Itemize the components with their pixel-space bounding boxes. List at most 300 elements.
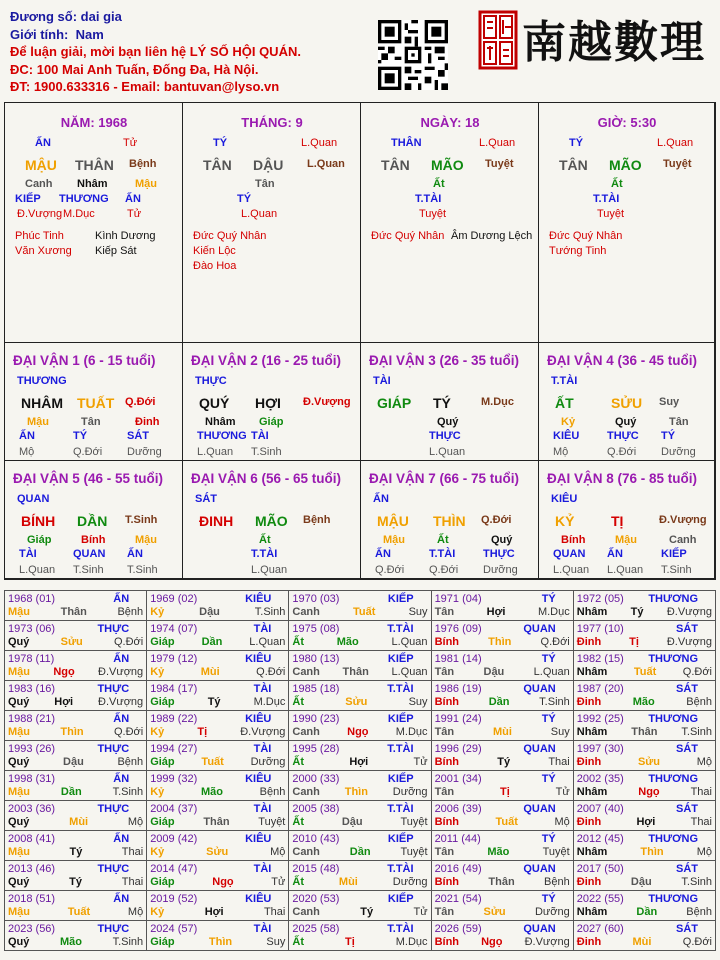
- year-stem: Tân: [434, 846, 455, 858]
- dai-van-hidden-phase: Mộ: [19, 446, 35, 458]
- phone-email-line: ĐT: 1900.633316 - Email: bantuvan@lyso.vn: [10, 79, 280, 94]
- hidden-god: T.TÀI: [415, 193, 442, 205]
- dai-van-hidden-god: ẤN: [127, 548, 143, 560]
- year-phase: Dưỡng: [392, 876, 428, 888]
- dai-van-cell: [183, 343, 361, 461]
- annual-cell: [289, 831, 431, 861]
- year-phase: Bệnh: [259, 786, 286, 798]
- dai-van-cell: [5, 343, 183, 461]
- year-label: 1970 (03): [292, 593, 340, 605]
- year-phase: Thai: [121, 876, 144, 888]
- year-branch: Dậu: [341, 816, 363, 828]
- pillar-phase: L.Quan: [307, 158, 345, 170]
- hidden-phase: Tử: [127, 208, 142, 220]
- annual-cell: [289, 771, 431, 801]
- annual-cell: [431, 861, 573, 891]
- dai-van-god: KIÊU: [551, 493, 578, 505]
- annual-cell: [289, 681, 431, 711]
- pillar-cell: [539, 103, 715, 343]
- year-label: 1992 (25): [576, 713, 624, 725]
- year-label: 1987 (20): [576, 683, 624, 695]
- annual-cell: [431, 771, 573, 801]
- annual-cell: [573, 771, 715, 801]
- dai-van-hidden-god: ẤN: [607, 548, 623, 560]
- year-phase: Q.Đới: [256, 666, 286, 678]
- dai-van-branch: SỬU: [611, 395, 643, 411]
- pillar-title: NGÀY: 18: [420, 115, 480, 130]
- year-label: 2018 (51): [8, 893, 56, 905]
- star-good: Tướng Tinh: [549, 245, 607, 257]
- year-branch: Thân: [488, 876, 515, 888]
- annual-cell: [431, 681, 573, 711]
- dai-van-hidden-god: TÝ: [73, 430, 88, 442]
- year-god: SÁT: [676, 803, 698, 815]
- year-label: 2023 (56): [8, 923, 56, 935]
- annual-cell: [431, 621, 573, 651]
- year-phase: Mộ: [696, 846, 712, 858]
- dai-van-god: SÁT: [195, 493, 217, 505]
- year-branch: Dần: [201, 636, 223, 648]
- dai-van-hidden-stem: Bính: [81, 534, 106, 546]
- year-god: THƯƠNG: [648, 833, 698, 845]
- year-label: 2013 (46): [8, 863, 56, 875]
- annual-cell: [289, 801, 431, 831]
- year-label: 1983 (16): [8, 683, 56, 695]
- year-stem: Nhâm: [576, 606, 608, 618]
- annual-row: [5, 921, 716, 951]
- pillar-phase: Tuyệt: [485, 158, 514, 170]
- annual-cell: [431, 921, 573, 951]
- year-branch: Thìn: [60, 726, 84, 738]
- pillar-stem: MẬU: [25, 157, 57, 173]
- year-branch: Dậu: [63, 756, 84, 768]
- year-god: TÝ: [541, 773, 556, 785]
- year-stem: Ất: [292, 636, 304, 648]
- annual-cell: [5, 921, 147, 951]
- year-god: QUAN: [523, 743, 556, 755]
- year-god: THƯƠNG: [648, 713, 698, 725]
- pillar-phase: Tuyệt: [663, 158, 692, 170]
- year-stem: Kỷ: [150, 726, 165, 738]
- year-phase: M.Dục: [253, 696, 286, 708]
- dai-van-hidden-god: TÀI: [251, 430, 269, 442]
- year-branch: Sửu: [483, 906, 506, 918]
- year-phase: T.Sinh: [681, 876, 712, 888]
- year-stem: Giáp: [150, 816, 175, 828]
- year-phase: T.Sinh: [681, 726, 712, 738]
- address-line: ĐC: 100 Mai Anh Tuấn, Đống Đa, Hà Nội.: [10, 61, 259, 77]
- year-god: TÀI: [253, 923, 272, 935]
- dai-van-branch: HỢI: [255, 395, 281, 411]
- qr-code-icon[interactable]: [378, 20, 448, 90]
- year-branch: Ngọ: [638, 786, 660, 798]
- dai-van-phase: Q.Đới: [481, 514, 512, 526]
- year-branch: Thìn: [344, 786, 368, 798]
- year-stem: Quý: [8, 876, 30, 888]
- red-seal-icon: [478, 10, 518, 70]
- year-god: ẤN: [113, 893, 130, 905]
- pillar-branch: DẬU: [253, 157, 284, 173]
- dai-van-hidden-phase: Q.Đới: [607, 446, 637, 458]
- year-god: SÁT: [676, 923, 698, 935]
- year-phase: Suy: [266, 936, 286, 948]
- hidden-phase: L.Quan: [241, 208, 278, 220]
- dai-van-hidden-phase: T.Sinh: [127, 564, 158, 576]
- year-phase: Mộ: [127, 906, 144, 918]
- year-branch: Tý: [630, 606, 644, 618]
- dai-van-title: ĐẠI VẬN 6 (56 - 65 tuổi): [191, 471, 342, 486]
- year-stem: Quý: [8, 636, 30, 648]
- dai-van-title: ĐẠI VẬN 2 (16 - 25 tuổi): [191, 353, 342, 368]
- annual-row: [5, 891, 716, 921]
- annual-cell: [5, 771, 147, 801]
- year-label: 1991 (24): [434, 713, 482, 725]
- annual-cell: [147, 801, 289, 831]
- dai-van-cell: [183, 461, 361, 579]
- year-label: 1997 (30): [576, 743, 624, 755]
- year-branch: Sửu: [206, 846, 229, 858]
- owner-name: dai gia: [80, 9, 122, 24]
- year-god: KIẾP: [387, 893, 414, 905]
- year-god: KIẾP: [387, 833, 414, 845]
- annual-row: [5, 621, 716, 651]
- hidden-god: ẤN: [125, 193, 141, 205]
- dai-van-cell: [539, 343, 715, 461]
- year-label: 1977 (10): [576, 623, 624, 635]
- year-god: T.TÀI: [387, 623, 414, 635]
- dai-van-stem: NHÂM: [21, 395, 63, 411]
- annual-cell: [147, 591, 289, 621]
- year-phase: Tử: [413, 906, 428, 918]
- dai-van-hidden-stem: Quý: [491, 534, 513, 546]
- dai-van-branch: DẦN: [77, 513, 108, 529]
- dai-van-hidden-god: ẤN: [375, 548, 391, 560]
- dai-van-god: T.TÀI: [551, 375, 578, 387]
- year-branch: Tị: [344, 936, 355, 948]
- year-phase: Q.Đới: [540, 636, 570, 648]
- annual-cell: [289, 651, 431, 681]
- annual-cell: [431, 711, 573, 741]
- year-stem: Nhâm: [576, 846, 608, 858]
- year-stem: Canh: [292, 606, 320, 618]
- year-god: TÀI: [253, 623, 272, 635]
- dai-van-hidden-phase: Q.Đới: [429, 564, 459, 576]
- year-stem: Nhâm: [576, 786, 608, 798]
- year-god: QUAN: [523, 863, 556, 875]
- year-god: SÁT: [676, 863, 698, 875]
- year-god: T.TÀI: [387, 803, 414, 815]
- year-phase: L.Quan: [391, 636, 428, 648]
- dai-van-phase: Đ.Vượng: [303, 396, 351, 408]
- pillar-god-right: L.Quan: [301, 137, 338, 149]
- gender-value: Nam: [75, 26, 104, 42]
- annual-cell: [5, 681, 147, 711]
- year-god: KIÊU: [245, 593, 272, 605]
- year-stem: Canh: [292, 846, 320, 858]
- year-label: 1976 (09): [434, 623, 482, 635]
- year-stem: Kỷ: [150, 786, 165, 798]
- year-phase: Thai: [263, 906, 286, 918]
- dai-van-phase: Bệnh: [303, 514, 331, 526]
- year-branch: Tị: [197, 726, 208, 738]
- year-label: 1985 (18): [292, 683, 340, 695]
- dai-van-hidden-god: TÀI: [19, 548, 37, 560]
- year-phase: Tử: [413, 756, 428, 768]
- year-phase: Đ.Vượng: [98, 696, 144, 708]
- year-phase: M.Dục: [395, 726, 428, 738]
- annual-row: [5, 771, 716, 801]
- dai-van-hidden-stem: Tân: [81, 416, 101, 428]
- header-info: [10, 8, 301, 96]
- year-stem: Nhâm: [576, 726, 608, 738]
- hidden-stem: Nhâm: [77, 178, 108, 190]
- annual-cell: [431, 891, 573, 921]
- owner-label: Đương số:: [10, 9, 78, 24]
- annual-cell: [573, 591, 715, 621]
- hidden-stem: Canh: [25, 178, 53, 190]
- year-branch: Dần: [60, 786, 82, 798]
- dai-van-hidden-phase: Dưỡng: [661, 446, 696, 458]
- year-phase: T.Sinh: [539, 696, 570, 708]
- annual-cell: [5, 861, 147, 891]
- year-god: TÀI: [253, 683, 272, 695]
- year-god: THỰC: [97, 923, 130, 935]
- year-label: 2016 (49): [434, 863, 482, 875]
- year-label: 2019 (52): [150, 893, 198, 905]
- annual-row: [5, 591, 716, 621]
- hidden-phase: M.Dục: [63, 208, 95, 220]
- year-god: ẤN: [113, 833, 130, 845]
- year-god: QUAN: [523, 923, 556, 935]
- year-branch: Mùi: [632, 936, 652, 948]
- annual-cell: [5, 741, 147, 771]
- dai-van-hidden-phase: Q.Đới: [73, 446, 103, 458]
- year-phase: Dưỡng: [392, 786, 428, 798]
- year-god: T.TÀI: [387, 863, 414, 875]
- star-good: Kiến Lộc: [193, 245, 236, 257]
- dai-van-hidden-phase: T.Sinh: [73, 564, 104, 576]
- year-god: KIÊU: [245, 893, 272, 905]
- year-stem: Quý: [8, 936, 30, 948]
- year-god: THỰC: [97, 683, 130, 695]
- year-god: KIẾP: [387, 773, 414, 785]
- dai-van-hidden-stem: Mậu: [383, 534, 405, 546]
- year-phase: Đ.Vượng: [240, 726, 286, 738]
- year-phase: Đ.Vượng: [666, 636, 712, 648]
- year-stem: Tân: [434, 786, 455, 798]
- annual-cell: [147, 741, 289, 771]
- dai-van-hidden-phase: L.Quan: [251, 564, 288, 576]
- year-branch: Sửu: [345, 696, 368, 708]
- year-phase: Tuyệt: [400, 846, 428, 858]
- year-branch: Ngọ: [347, 726, 369, 738]
- year-branch: Mão: [632, 696, 655, 708]
- year-label: 2008 (41): [8, 833, 56, 845]
- annual-cell: [147, 861, 289, 891]
- star-good: Phúc Tinh: [15, 230, 64, 242]
- dai-van-hidden-phase: Dưỡng: [483, 564, 518, 576]
- dai-van-hidden-stem: Quý: [615, 416, 637, 428]
- star-other: Kình Dương: [95, 230, 156, 242]
- annual-row: [5, 741, 716, 771]
- year-phase: T.Sinh: [112, 936, 144, 948]
- year-label: 2003 (36): [8, 803, 56, 815]
- year-branch: Sửu: [60, 636, 83, 648]
- year-stem: Ất: [292, 696, 304, 708]
- annual-table: [4, 590, 716, 951]
- year-stem: Ất: [292, 876, 304, 888]
- annual-cell: [289, 921, 431, 951]
- year-phase: Đ.Vượng: [524, 936, 570, 948]
- year-label: 1994 (27): [150, 743, 198, 755]
- annual-cell: [147, 711, 289, 741]
- year-stem: Mậu: [8, 606, 30, 618]
- star-good: Đào Hoa: [193, 260, 237, 272]
- annual-cell: [5, 831, 147, 861]
- year-label: 1971 (04): [434, 593, 482, 605]
- year-label: 1995 (28): [292, 743, 340, 755]
- dai-van-hidden-phase: Mộ: [553, 446, 569, 458]
- dai-van-hidden-stem: Mậu: [615, 534, 637, 546]
- year-phase: Tuyệt: [542, 846, 570, 858]
- dai-van-hidden-god: THƯƠNG: [197, 430, 247, 442]
- dai-van-hidden-god: TÝ: [661, 430, 676, 442]
- year-branch: Mão: [60, 936, 82, 948]
- year-god: THỰC: [97, 803, 130, 815]
- dai-van-stem: BÍNH: [21, 513, 56, 529]
- year-god: QUAN: [523, 623, 556, 635]
- year-god: T.TÀI: [387, 743, 414, 755]
- year-god: T.TÀI: [387, 683, 414, 695]
- annual-row: [5, 651, 716, 681]
- year-god: TÝ: [541, 653, 556, 665]
- year-phase: Tuyệt: [258, 816, 286, 828]
- year-phase: Q.Đới: [113, 636, 144, 648]
- year-god: TÝ: [541, 593, 556, 605]
- dai-van-cell: [361, 343, 539, 461]
- year-stem: Giáp: [150, 756, 175, 768]
- annual-cell: [431, 831, 573, 861]
- year-branch: Hợi: [204, 906, 224, 918]
- dai-van-hidden-stem: Quý: [437, 416, 459, 428]
- year-branch: Tý: [360, 906, 374, 918]
- dai-van-hidden-god: T.TÀI: [429, 548, 456, 560]
- annual-cell: [573, 741, 715, 771]
- dai-van-god: THỰC: [195, 375, 227, 387]
- year-stem: Quý: [8, 816, 30, 828]
- pillar-god: THÂN: [391, 137, 422, 149]
- dai-van-hidden-stem: Mậu: [135, 534, 157, 546]
- year-branch: Hợi: [349, 756, 369, 768]
- year-stem: Đinh: [576, 756, 602, 768]
- dai-van-hidden-phase: L.Quan: [429, 446, 466, 458]
- annual-cell: [5, 651, 147, 681]
- annual-cell: [147, 831, 289, 861]
- year-label: 2006 (39): [434, 803, 482, 815]
- year-stem: Canh: [292, 906, 320, 918]
- star-good: Đức Quý Nhân: [193, 230, 267, 242]
- pillar-god-right: L.Quan: [479, 137, 516, 149]
- year-phase: Q.Đới: [682, 936, 712, 948]
- year-label: 2009 (42): [150, 833, 198, 845]
- year-branch: Mùi: [69, 816, 89, 828]
- year-label: 2020 (53): [292, 893, 340, 905]
- annual-cell: [431, 741, 573, 771]
- year-stem: Bính: [434, 816, 460, 828]
- dai-van-hidden-stem: Giáp: [27, 534, 52, 546]
- year-branch: Tý: [69, 876, 83, 888]
- year-branch: Mão: [487, 846, 510, 858]
- year-label: 2000 (33): [292, 773, 340, 785]
- dai-van-hidden-stem: Đinh: [135, 416, 160, 428]
- year-phase: Dưỡng: [250, 756, 286, 768]
- dai-van-hidden-god: QUAN: [553, 548, 586, 560]
- dai-van-stem: ĐINH: [199, 513, 234, 529]
- pillar-title: NĂM: 1968: [60, 115, 128, 130]
- year-branch: Dần: [488, 696, 510, 708]
- year-branch: Tý: [69, 846, 83, 858]
- year-branch: Tuất: [495, 816, 518, 828]
- year-stem: Đinh: [576, 876, 602, 888]
- year-phase: Mộ: [554, 816, 570, 828]
- year-god: TÀI: [253, 863, 272, 875]
- year-stem: Giáp: [150, 636, 175, 648]
- year-god: QUAN: [523, 683, 556, 695]
- year-label: 2012 (45): [576, 833, 624, 845]
- year-stem: Bính: [434, 876, 460, 888]
- annual-row: [5, 831, 716, 861]
- annual-cell: [573, 861, 715, 891]
- year-stem: Ất: [292, 756, 304, 768]
- year-branch: Sửu: [637, 756, 660, 768]
- year-branch: Mùi: [200, 666, 220, 678]
- dai-van-hidden-god: ẤN: [19, 430, 35, 442]
- dai-van-phase: M.Dục: [481, 396, 514, 408]
- year-stem: Bính: [434, 696, 460, 708]
- dai-van-stem: ẤT: [555, 395, 574, 411]
- year-phase: Thai: [690, 816, 712, 828]
- dai-van-hidden-god: THỰC: [607, 430, 639, 442]
- dai-van-phase: Đ.Vượng: [659, 514, 707, 526]
- dai-van-hidden-stem: Ất: [259, 534, 271, 546]
- year-stem: Canh: [292, 726, 320, 738]
- year-stem: Tân: [434, 906, 455, 918]
- year-phase: Bệnh: [117, 606, 144, 618]
- year-branch: Dần: [636, 906, 658, 918]
- annual-cell: [289, 861, 431, 891]
- dai-van-phase: Q.Đới: [125, 396, 156, 408]
- year-branch: Hợi: [54, 696, 74, 708]
- hidden-stem: Tân: [255, 178, 275, 190]
- annual-cell: [431, 591, 573, 621]
- pillar-god: TÝ: [213, 137, 228, 149]
- year-label: 1984 (17): [150, 683, 198, 695]
- hidden-stem: Ất: [433, 178, 445, 190]
- annual-row: [5, 801, 716, 831]
- dai-van-stem: QUÝ: [199, 395, 230, 411]
- year-phase: Bệnh: [544, 876, 570, 888]
- year-god: TÝ: [541, 713, 556, 725]
- year-label: 1972 (05): [576, 593, 624, 605]
- year-label: 2002 (35): [576, 773, 624, 785]
- year-branch: Thân: [60, 606, 87, 618]
- year-stem: Quý: [8, 696, 30, 708]
- year-phase: T.Sinh: [112, 786, 144, 798]
- pillar-god: ẤN: [35, 137, 51, 149]
- year-label: 1969 (02): [150, 593, 198, 605]
- brand-logo: 南越數理: [522, 17, 706, 68]
- year-label: 1968 (01): [8, 593, 56, 605]
